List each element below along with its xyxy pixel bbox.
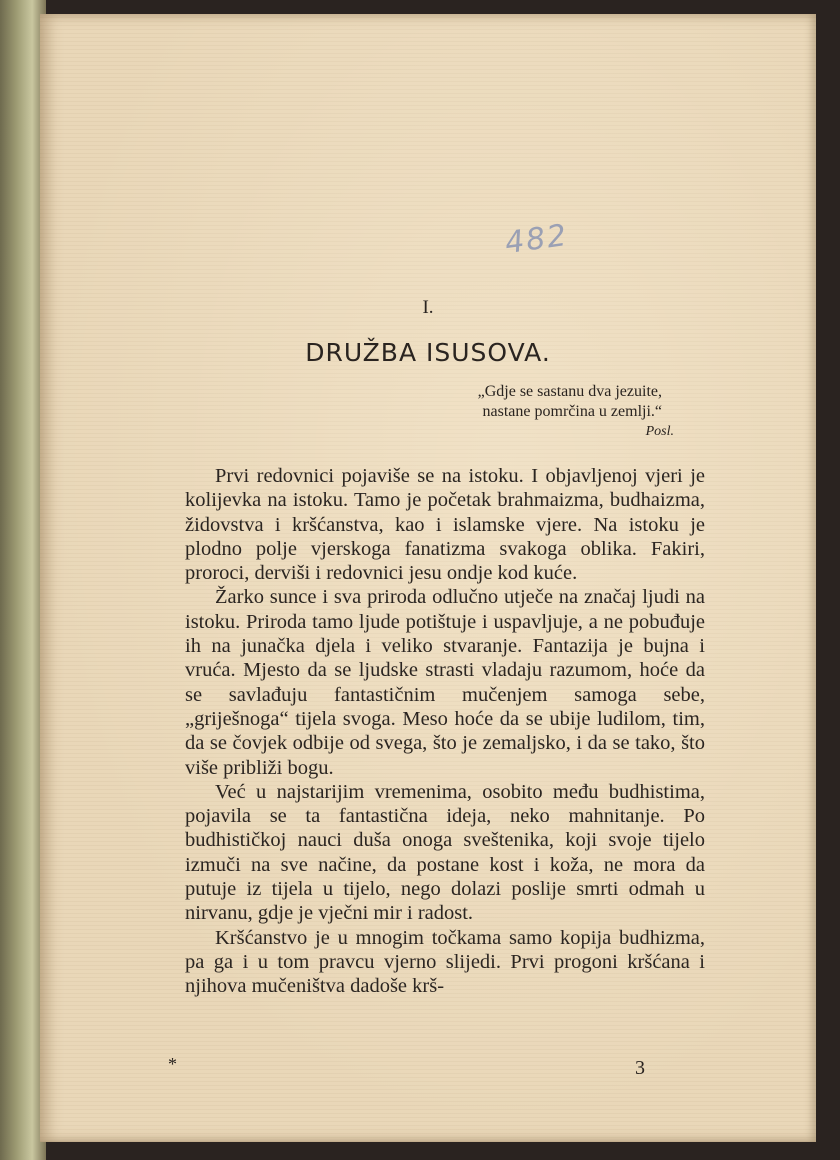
epigraph-source: Posl. — [645, 424, 674, 439]
epigraph-line-2: nastane pomrčina u zemlji.“ — [482, 403, 662, 420]
page-number: 3 — [635, 1057, 645, 1079]
book-page — [40, 14, 816, 1142]
epigraph — [477, 382, 674, 439]
signature-mark: * — [168, 1054, 177, 1074]
paragraph-3: Već u najstarijim vremenima, osobito među budhistima, pojavila se ta fantastična ideja, neko mahnitanje. Po budhističkoj nauci duša onoga sveštenika, koji svoje tijelo izmuči na sve načine, da postane kost i koža, ne mora da putuje iz tijela u tijelo, nego dolazi poslije smrti odmah u nirvanu, gdje je vječni mir i radost. — [185, 780, 705, 925]
chapter-number: I. — [422, 297, 434, 318]
chapter-title: DRUŽBA ISUSOVA. — [305, 338, 551, 367]
body-text — [185, 464, 705, 999]
paragraph-4: Kršćanstvo je u mnogim točkama samo kopija budhizma, pa ga i u tom pravcu vjerno slijedi. Prvi progoni kršćana i njihova mučeništva dadoše krš- — [185, 926, 705, 998]
paragraph-1: Prvi redovnici pojaviše se na istoku. I objavljenoj vjeri je kolijevka na istoku. Tamo je početak brahmaizma, budhaizma, židovstva i kršćanstva, kao i islamske vjere. Na istoku je plodno polje vjerskoga fanatizma svakoga oblika. Fakiri, proroci, derviši i redovnici jesu ondje kod kuće. — [185, 465, 705, 585]
paragraph-2: Žarko sunce i sva priroda odlučno utječe na značaj ljudi na istoku. Priroda tamo ljude potištuje i uspavljuje, a ne pobuđuje ih na junačka djela i veliko stvaranje. Fantazija je bujna i vruća. Mjesto da se ljudske strasti vladaju razumom, hoće da se savlađuju fantastičnim mučenjem samoga sebe, „griješnoga“ tijela svoga. Meso hoće da se ubije ludilom, tim, da se čovjek odbije od svega, što je zemaljsko, i da se tako, što više približi bogu. — [185, 586, 705, 779]
epigraph-line-1: „Gdje se sastanu dva jezuite, — [477, 383, 662, 400]
handwritten-pencil-mark: 482 — [502, 217, 571, 262]
